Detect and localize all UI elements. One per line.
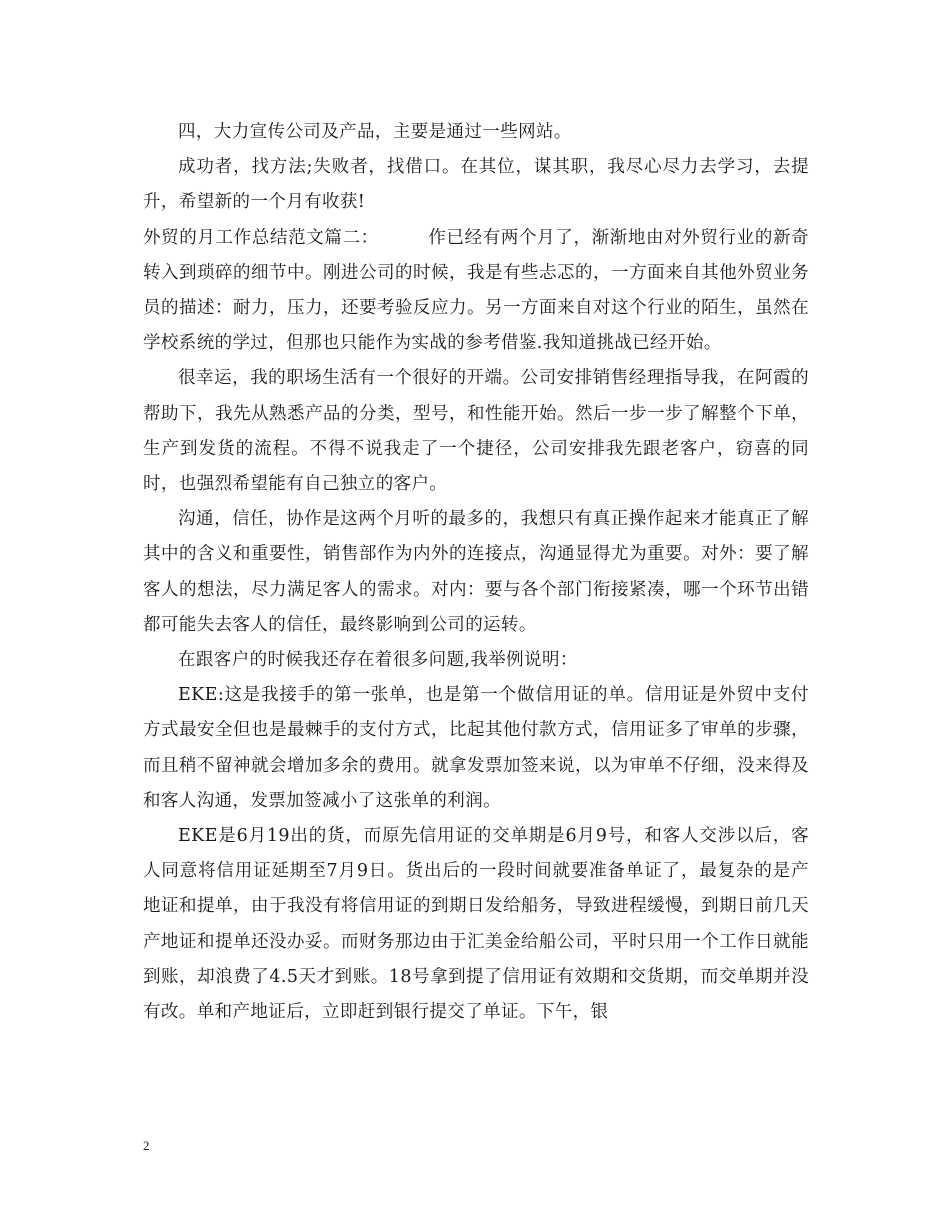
- paragraph-4: 很幸运，我的职场生活有一个很好的开端。公司安排销售经理指导我，在阿霞的帮助下，我先从熟悉产品的分类，型号，和性能开始。然后一步一步了解整个下单，生产到发货的流程。不得不说我走了一个捷径，公司安排我先跟老客户，窃喜的同时，也强烈希望能有自己独立的客户。: [143, 368, 809, 495]
- paragraph-8: EKE是6月19出的货，而原先信用证的交单期是6月9号，和客人交涉以后，客人同意将信用证延期至7月9日。货出后的一段时间就要准备单证了，最复杂的是产地证和提单，由于我没有将信用证的到期日发给船务，导致进程缓慢，到期日前几天产地证和提单还没办妥。而财务那边由于汇美金给船公司，平时只用一个工作日就能到账，却浪费了4.5天才到账。18号拿到提了信用证有效期和交货期，而交单期并没有改。单和产地证后，立即赶到银行提交了单证。下午，银: [143, 826, 809, 1023]
- paragraph-2: 成功者，找方法;失败者，找借口。在其位，谋其职，我尽心尽力去学习，去提升，希望新的一个月有收获!: [143, 157, 809, 213]
- paragraph-6: 在跟客户的时候我还存在着很多问题,我举例说明：: [178, 650, 578, 671]
- paragraph-3-heading: 外贸的月工作总结范文篇二： 作已经有两个月了，渐渐地由对外贸行业的新奇转入到琐碎的细节中。刚进公司的时候，我是有些忐忑的，一方面来自其他外贸业务员的描述：耐力，压力，还要考验反应力。另一方面来自对这个行业的陌生，虽然在学校系统的学过，但那也只能作为实战的参考借鉴.我知道挑战已经开始。: [143, 227, 809, 354]
- paragraph-7: EKE:这是我接手的第一张单，也是第一个做信用证的单。信用证是外贸中支付方式最安全但也是最棘手的支付方式，比起其他付款方式，信用证多了审单的步骤，而且稍不留神就会增加多余的费用。就拿发票加签来说，以为审单不仔细，没来得及和客人沟通，发票加签减小了这张单的利润。: [143, 685, 809, 811]
- page-number: 2: [143, 1138, 150, 1153]
- paragraph-5: 沟通，信任，协作是这两个月听的最多的，我想只有真正操作起来才能真正了解其中的含义和重要性，销售部作为内外的连接点，沟通显得尤为重要。对外：要了解客人的想法，尽力满足客人的需求。对内：要与各个部门衔接紧凑，哪一个环节出错都可能失去客人的信任，最终影响到公司的运转。: [143, 509, 809, 635]
- paragraph-1: 四，大力宣传公司及产品，主要是通过一些网站。: [178, 122, 572, 142]
- document-body: [143, 115, 809, 1030]
